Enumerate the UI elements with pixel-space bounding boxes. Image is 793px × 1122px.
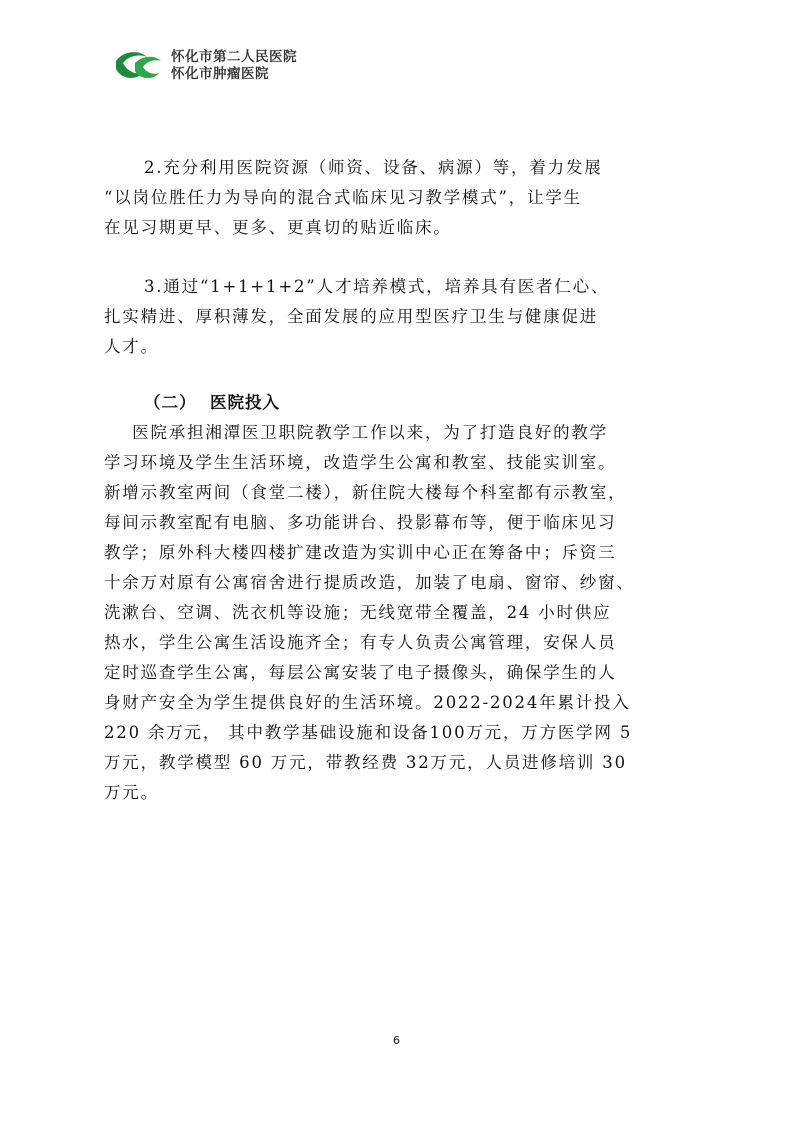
text-line: “以岗位胜任力为导向的混合式临床见习教学模式”，让学生 [104,188,582,207]
hospital-name-line1: 怀化市第二人民医院 [171,49,297,65]
text-line: 洗漱台、空调、洗衣机等设施；无线宽带全覆盖，24 小时供应 [104,603,612,622]
text-line: 每间示教室配有电脑、多功能讲台、投影幕布等，便于临床见习 [104,513,617,532]
hospital-name [171,49,297,83]
page-number: 6 [393,1034,400,1047]
text-line: 热水，学生公寓生活设施齐全；有专人负责公寓管理，安保人员 [104,633,617,652]
text-line: 医院承担湘潭医卫职院教学工作以来，为了打造良好的教学 [104,423,608,442]
text-line: 定时巡查学生公寓，每层公寓安装了电子摄像头，确保学生的人 [104,663,617,682]
section-body [104,418,694,808]
text-line: 2.充分利用医院资源（师资、设备、病源）等，着力发展 [144,158,603,177]
section-heading: （二） 医院投入 [144,393,280,412]
text-line: 3.通过“1+1+1+2”人才培养模式，培养具有医者仁心、 [144,277,610,296]
text-line: 学习环境及学生生活环境，改造学生公寓和教室、技能实训室。 [104,453,617,472]
document-body [104,153,694,808]
text-line: 扎实精进、厚积薄发，全面发展的应用型医疗卫生与健康促进 [104,307,599,326]
paragraph-item-2 [104,153,694,243]
text-line: 教学；原外科大楼四楼扩建改造为实训中心正在筹备中；斥资三 [104,543,617,562]
document-header [113,47,373,89]
hospital-logo-icon [113,49,163,85]
text-line: 万元。 [104,783,159,802]
text-line: 220 余万元， 其中教学基础设施和设备100万元，万方医学网 5 [104,723,633,742]
text-line: 新增示教室两间（食堂二楼），新住院大楼每个科室都有示教室， [104,483,627,502]
text-line: 身财产安全为学生提供良好的生活环境。2022-2024年累计投入 [104,693,631,712]
text-line: 人才。 [104,337,159,356]
text-line: 万元，教学模型 60 万元，带教经费 32万元，人员进修培训 30 [104,753,627,772]
hospital-name-line2: 怀化市肿瘤医院 [171,66,269,82]
paragraph-item-3 [104,272,694,362]
text-line: 十余万对原有公寓宿舍进行提质改造，加装了电扇、窗帘、纱窗、 [104,573,635,592]
text-line: 在见习期更早、更多、更真切的贴近临床。 [104,218,452,237]
